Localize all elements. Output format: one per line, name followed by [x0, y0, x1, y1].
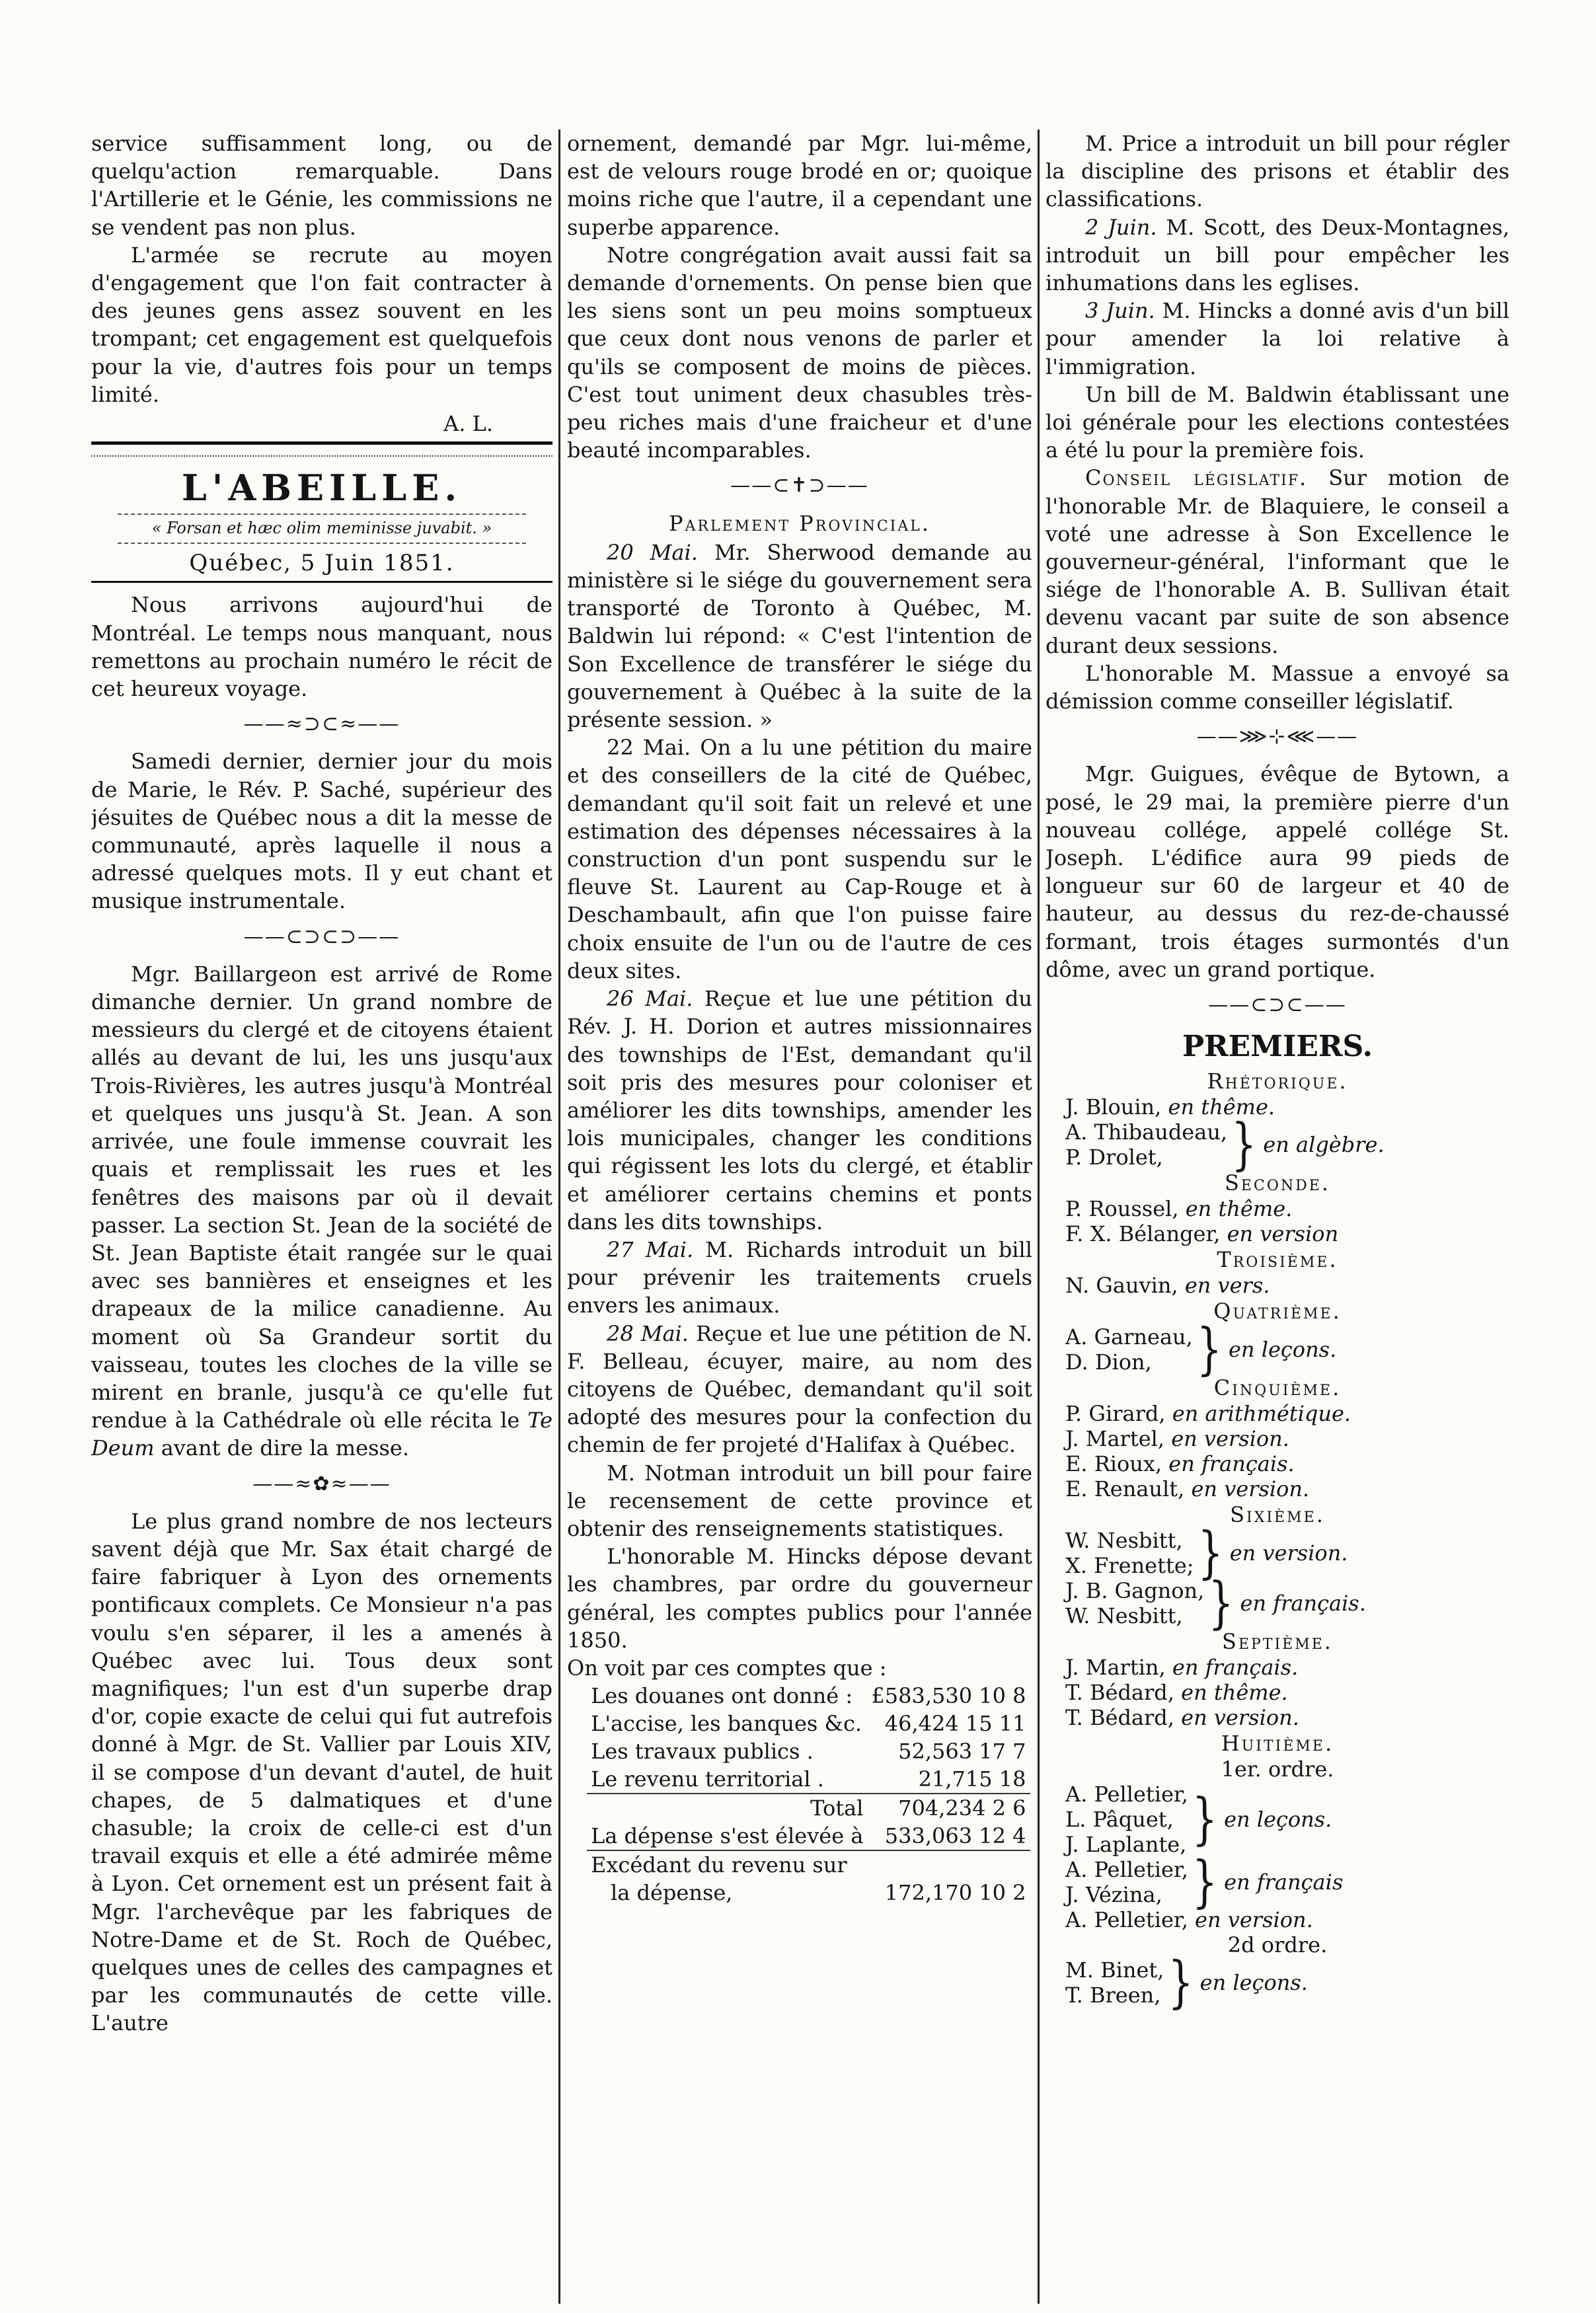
class-heading: Sixième. [1230, 1502, 1325, 1528]
ornament-divider: ——⊂⊃⊂—— [1208, 993, 1347, 1017]
excess-amount: 172,170 10 2 [884, 1880, 1026, 1906]
student-name: J. Martel, [1065, 1426, 1165, 1452]
paragraph-text: Mgr. Baillargeon est arrivé de Rome dimanche dernier. Un grand nombre de messieurs du clergé et de citoyens étaient allés au devant de lui, les uns jusqu'aux Trois-Rivières, les autres jusqu'à Montréal et quelques uns jusqu'à St. Jean. A son arrivée, une foule immense couvrait les quais et remplissait les rues et les fenêtres des maisons par où il devait passer. La section St. Jean de la société de St. Jean Baptiste était rangée sur le quai avec ses bannières et enseignes et les drapeaux de la milice canadienne. Au moment où Sa Grandeur sortit du vaisseau, toutes les cloches de la ville se mirent en branle, jusqu'à ce qu'elle fut rendue à la Cathédrale où elle récita le [91, 961, 552, 1433]
prize-entry [1045, 1094, 1509, 1119]
subject: en français. [1240, 1591, 1366, 1616]
account-amount: 21,715 18 [918, 1766, 1026, 1792]
prize-group [1045, 1112, 1509, 1178]
table-row [587, 1794, 1030, 1822]
signature: A. L. [443, 411, 493, 437]
student-name: A. Pelletier, [1065, 1782, 1188, 1807]
paragraph: M. Price a introduit un bill pour régler la discipline des prisons et établir des classifications. [1045, 131, 1509, 212]
paragraph [567, 539, 1032, 734]
entry-date: 26 Mai. [607, 986, 693, 1012]
student-name: J. Laplante, [1065, 1832, 1187, 1858]
prize-entry [1045, 1907, 1509, 1932]
table-row [587, 1710, 1030, 1737]
paragraph: L'honorable M. Hincks dépose devant les chambres, par ordre du gouverneur général, les comptes publics pour l'année 1850. [567, 1544, 1032, 1653]
motto: « Forsan et hæc olim meminisse juvabit. » [151, 519, 492, 538]
accounts-table [587, 1682, 1030, 1907]
paragraph: L'honorable M. Massue a envoyé sa démission comme conseiller législatif. [1045, 660, 1509, 714]
entry-date: 28 Mai. [607, 1320, 689, 1346]
prize-group [1045, 1317, 1509, 1383]
subject: en vers. [1184, 1273, 1270, 1299]
student-name: D. Dion, [1065, 1349, 1152, 1375]
dateline: Québec, 5 Juin 1851. [189, 550, 455, 577]
paragraph: ornement, demandé par Mgr. lui-même, est de velours rouge brodé en or; quoique moins riche que l'autre, il a cependant une superbe apparence. [567, 131, 1032, 240]
order-heading: 1er. ordre. [1221, 1757, 1334, 1782]
student-names [1045, 1528, 1194, 1578]
masthead-rule [91, 441, 552, 457]
student-name: P. Girard, [1065, 1401, 1166, 1427]
account-label: Le revenu territorial . [591, 1766, 824, 1792]
ornament-divider: ——≈✿≈—— [252, 1472, 391, 1496]
paragraph [1045, 297, 1509, 381]
subject: en version. [1181, 1705, 1299, 1731]
subject: en version [1227, 1221, 1339, 1247]
paragraph: L'armée se recrute au moyen d'engagement que l'on fait contracter à des jeunes gens assez souvent en les trompant; cet engagement est quelquefois pour la vie, d'autres fois pour un temps limité. [91, 242, 552, 407]
table-row [587, 1682, 1030, 1710]
total-label: Total [587, 1794, 867, 1822]
account-label: Les douanes ont donné : [591, 1683, 853, 1709]
prize-entry [1045, 1221, 1509, 1246]
student-name: J. Blouin, [1065, 1094, 1162, 1120]
subject: en thême. [1185, 1196, 1293, 1222]
class-heading: Septième. [1222, 1629, 1333, 1655]
table-row [587, 1879, 1030, 1907]
subject: en français. [1168, 1451, 1295, 1477]
prize-entry [1045, 1476, 1509, 1501]
paragraph [1045, 464, 1509, 659]
brace: } [1231, 1112, 1257, 1178]
paragraph-text: avant de dire la messe. [161, 1435, 410, 1461]
column-3 [1045, 130, 1509, 2304]
excess-label: la dépense, [611, 1880, 733, 1906]
brace: } [1196, 1317, 1222, 1383]
prize-entry [1045, 1426, 1509, 1451]
brace: } [1192, 1850, 1218, 1915]
student-name: T. Bédard, [1065, 1705, 1174, 1731]
class-heading: Rhétorique. [1207, 1069, 1348, 1094]
account-amount: 46,424 15 11 [884, 1711, 1026, 1737]
subject: en version. [1195, 1907, 1313, 1933]
paragraph-text: Mr. Sherwood demande au ministère si le siége du gouvernement sera transporté de Toronto à Québec, M. Baldwin lui répond: « C'est l'intention de Son Excellence de transférer le siége du gouvernement à Québec à la suite de la présente session. » [567, 539, 1032, 733]
student-name: T. Bédard, [1065, 1680, 1174, 1706]
divider [118, 513, 526, 515]
student-name: N. Gauvin, [1065, 1273, 1178, 1299]
subject: en algèbre. [1263, 1132, 1385, 1158]
student-name: T. Breen, [1065, 1983, 1161, 2008]
entry-date: 3 Juin. [1085, 298, 1155, 324]
subject: en version. [1191, 1476, 1310, 1502]
table-row [587, 1765, 1030, 1794]
subject: en français [1224, 1870, 1344, 1895]
paragraph [567, 1320, 1032, 1459]
entry-date: 2 Juin. [1085, 214, 1157, 240]
class-heading: Cinquième. [1213, 1375, 1342, 1401]
paragraph: Un bill de M. Baldwin établissant une loi générale pour les elections contestées a été lu pour la première fois. [1045, 381, 1509, 463]
prize-group [1045, 1950, 1509, 2016]
student-name: A. Garneau, [1065, 1324, 1193, 1350]
ornament-divider: ——⋙⊹⋘—— [1196, 725, 1359, 749]
student-name: E. Renault, [1065, 1476, 1185, 1502]
student-name: F. X. Bélanger, [1065, 1221, 1221, 1247]
brace: } [1197, 1521, 1223, 1586]
column-rule [558, 130, 560, 2304]
prize-entry [1045, 1680, 1509, 1705]
student-name: A. Pelletier, [1065, 1907, 1188, 1933]
student-name: X. Frenette; [1065, 1553, 1194, 1579]
paragraph: service suffisamment long, ou de quelqu'action remarquable. Dans l'Artillerie et le Génie, les commissions ne se vendent pas non plus. [91, 131, 552, 240]
student-name: L. Pâquet, [1065, 1807, 1174, 1833]
student-name: M. Binet, [1065, 1957, 1164, 1983]
section-heading: Parlement Provincial. [668, 510, 931, 536]
student-name: J. Vézina, [1065, 1882, 1162, 1908]
student-name: W. Nesbitt, [1065, 1603, 1183, 1629]
divider [118, 543, 526, 544]
student-name: P. Roussel, [1065, 1196, 1179, 1222]
column-rule [1038, 130, 1040, 2304]
prize-entry [1045, 1655, 1509, 1680]
entry-date: 20 Mai. [607, 539, 698, 565]
account-label: L'accise, les banques &c. [591, 1711, 862, 1737]
subject: en thême. [1181, 1680, 1288, 1706]
class-heading: Huitième. [1221, 1731, 1334, 1757]
paragraph-text: Reçue et lue une pétition de N. F. Belleau, écuyer, maire, au nom des citoyens de Québec, demandant qu'il soit adopté des mesures pour la confection du chemin de fer projeté d'Halifax à Québec. [567, 1320, 1032, 1458]
ornament-divider: ——⊂⊃⊂⊃—— [243, 925, 400, 948]
masthead: L'ABEILLE. [181, 467, 463, 510]
brace: } [1168, 1950, 1194, 2016]
student-names [1045, 1782, 1188, 1857]
ornament-divider: ——⊂✝⊃—— [730, 474, 869, 498]
student-name: P. Drolet, [1065, 1145, 1163, 1170]
lead-in: Conseil législatif. [1085, 465, 1308, 491]
paragraph: Samedi dernier, dernier jour du mois de Marie, le Rév. P. Saché, supérieur des jésuites de Québec nous a dit la messe de communauté, après laquelle il nous a adressé quelques mots. Il y eut chant et musique instrumentale. [91, 749, 552, 914]
expense-amount: 533,063 12 4 [884, 1823, 1026, 1849]
paragraph-text: Reçue et lue une pétition du Rév. J. H. Dorion et autres missionnaires des townships de l'Est, demandant qu'il soit pris des mesures pour coloniser et améliorer les dits townships, amender les lois municipales, changer les conditions qui régissent les lots du clergé, et établir et améliorer certains chemins et ponts dans les dits townships. [567, 986, 1032, 1234]
table-row [587, 1850, 1030, 1879]
paragraph-text: M. Richards introduit un bill pour prévenir les traitements cruels envers les animaux. [567, 1236, 1032, 1318]
prize-entry [1045, 1196, 1509, 1221]
student-name: J. B. Gagnon, [1065, 1578, 1205, 1604]
account-label: Les travaux publics . [591, 1739, 814, 1764]
paragraph: Notre congrégation avait aussi fait sa demande d'ornements. On pense bien que les siens sont un peu moins somptueux que ceux dont nous venons de parler et qu'ils se composent de moins de pièces. C'est tout uniment deux chasubles très-peu riches mais d'une fraicheur et d'une beauté incomparables. [567, 242, 1032, 463]
paragraph: M. Notman introduit un bill pour faire le recensement de cette province et obtenir des renseignements statistiques. [567, 1460, 1032, 1541]
class-heading: Quatrième. [1213, 1299, 1342, 1324]
student-name: W. Nesbitt, [1065, 1528, 1183, 1554]
brace: } [1208, 1571, 1234, 1636]
prize-entry [1045, 1705, 1509, 1730]
prize-list-title: PREMIERS. [1182, 1030, 1373, 1064]
table-row [587, 1822, 1030, 1850]
class-heading: Seconde. [1225, 1170, 1330, 1196]
account-amount: £583,530 10 8 [871, 1683, 1026, 1709]
account-amount: 52,563 17 7 [898, 1739, 1026, 1764]
paragraph [567, 985, 1032, 1236]
expense-label: La dépense s'est élevée à [591, 1823, 864, 1849]
paragraph: 22 Mai. On a lu une pétition du maire et des conseillers de la cité de Québec, demandant qu'il soit fait un relevé et une estimation des dépenses nécessaires à la construction d'un pont suspendu sur le fleuve St. Laurent au Cap-Rouge et à Deschambault, afin que l'on puisse faire choix ensuite de l'un ou de l'autre de ces deux sites. [567, 735, 1032, 983]
paragraph-text: M. Hincks a donné avis d'un bill pour amender la loi relative à l'immigration. [1045, 298, 1509, 379]
prize-entry [1045, 1401, 1509, 1426]
student-name: E. Rioux, [1065, 1451, 1162, 1477]
subject: en leçons. [1199, 1970, 1308, 1996]
prize-group [1045, 1850, 1509, 1915]
entry-date: 27 Mai. [607, 1236, 694, 1262]
subject: en thême. [1168, 1094, 1275, 1120]
prize-group [1045, 1521, 1509, 1586]
subject: en leçons. [1224, 1807, 1332, 1833]
student-names [1045, 1119, 1227, 1170]
prize-group [1045, 1782, 1509, 1857]
subject: en version. [1171, 1426, 1289, 1452]
paragraph: Le plus grand nombre de nos lecteurs savent déjà que Mr. Sax était chargé de faire fabriquer à Lyon des ornements pontificaux complets. Ce Monsieur n'a pas voulu s'en séparer, il les a amenés à Québec avec lui. Tous deux sont magnifiques; l'un est d'un superbe drap d'or, copie exacte de celui qui fut autrefois donné à Mgr. de St. Vallier par Louis XIV, il se compose d'un devant d'autel, de huit chapes, de 5 dalmatiques et d'une chasuble; la croix de celle-ci est d'un travail exquis et elle a été admirée même à Lyon. Cet ornement est un présent fait à Mgr. l'archevêque par les fabriques de Notre-Dame et de St. Roch de Québec, quelques unes de celles des campagnes et par les communautés de cette ville. L'autre [91, 1508, 552, 2036]
student-name: A. Pelletier, [1065, 1857, 1188, 1883]
paragraph: On voit par ces comptes que : [567, 1655, 887, 1681]
student-name: A. Thibaudeau, [1065, 1119, 1228, 1145]
subject: en arithmétique. [1172, 1401, 1351, 1427]
paragraph-text: Sur motion de l'honorable Mr. de Blaquiere, le conseil a voté une adresse à Son Excellence le gouverneur-général, l'informant que le siége de l'honorable A. B. Sullivan était devenu vacant par suite de son absence durant deux sessions. [1045, 465, 1509, 658]
table-row [587, 1737, 1030, 1765]
dateline-rule [91, 581, 552, 583]
italic-text: Te Deum [91, 1408, 552, 1461]
student-names [1045, 1578, 1204, 1628]
prize-group [1045, 1571, 1509, 1636]
student-name: J. Martin, [1065, 1655, 1166, 1681]
excess-label: Excédant du revenu sur [587, 1850, 867, 1879]
column-2 [567, 130, 1032, 2304]
paragraph: Nous arrivons aujourd'hui de Montréal. Le temps nous manquant, nous remettons au prochain numéro le récit de cet heureux voyage. [91, 592, 552, 702]
paragraph-text: M. Scott, des Deux-Montagnes, introduit un bill pour empêcher les inhumations dans les eglises. [1045, 214, 1509, 296]
order-heading: 2d ordre. [1227, 1932, 1328, 1958]
class-heading: Troisième. [1217, 1247, 1338, 1273]
ornament-divider: ——≈⊃⊂≈—— [243, 712, 400, 736]
paragraph: Mgr. Guigues, évêque de Bytown, a posé, le 29 mai, la première pierre d'un nouveau collége, appelé collége St. Joseph. L'édifice aura 99 pieds de longueur sur 60 de largeur et 40 de hauteur, au dessus du rez-de-chaussé formant, trois étages surmontés d'un dôme, avec un grand portique. [1045, 761, 1509, 982]
brace: } [1192, 1787, 1218, 1852]
total-amount: 704,234 2 6 [867, 1794, 1030, 1822]
prize-entry [1045, 1451, 1509, 1476]
column-1 [91, 130, 552, 2304]
paragraph [567, 1236, 1032, 1320]
prize-entry [1045, 1273, 1509, 1298]
paragraph [91, 960, 552, 1462]
paragraph [1045, 213, 1509, 297]
subject: en français. [1172, 1655, 1299, 1681]
subject: en version. [1229, 1540, 1348, 1566]
student-names [1045, 1857, 1188, 1907]
student-names [1045, 1957, 1164, 2008]
subject: en leçons. [1228, 1337, 1337, 1363]
student-names [1045, 1324, 1193, 1375]
